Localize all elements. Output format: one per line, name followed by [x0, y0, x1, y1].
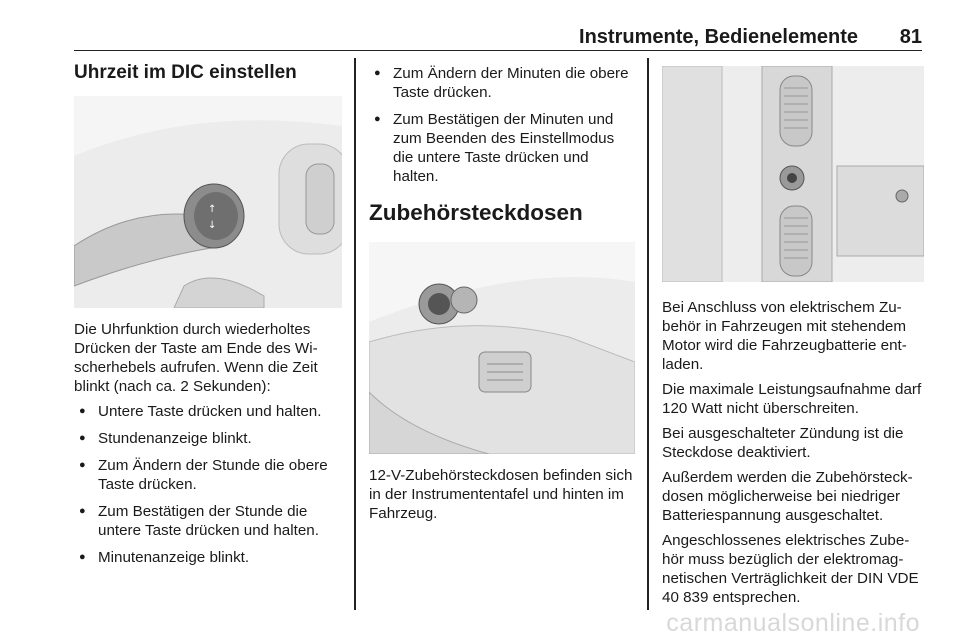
paragraph: Die maximale Leistungsaufnahme darf 120 Watt nicht überschreiten.: [662, 381, 922, 417]
page-title: Instrumente, Bedienelemente: [579, 26, 858, 48]
minute-steps-list: [369, 64, 635, 186]
wiper-lever-illustration: [74, 96, 342, 308]
column-1: [74, 58, 342, 575]
section-heading-sockets: Zubehörsteckdosen: [369, 200, 583, 225]
column-2: [369, 58, 635, 529]
list-item: ● Untere Taste drücken und halten.: [74, 402, 342, 421]
paragraph: Außerdem werden die Zubehörsteckdosen möglicherweise bei niedriger Batteriespannung ausgeschaltet.: [662, 469, 913, 524]
list-item: ● Zum Bestätigen der Stunde die untere Taste drücken und halten.: [74, 502, 342, 540]
svg-text:↓: ↓: [208, 220, 217, 231]
list-item: ● Zum Ändern der Minuten die obere Taste drücken.: [369, 64, 635, 102]
rear-socket-illustration: [662, 66, 924, 282]
column-divider: [647, 58, 649, 610]
list-item: ● Zum Ändern der Stunde die obere Taste drücken.: [74, 456, 342, 494]
paragraph: Bei ausgeschalteter Zündung ist die Steckdose deaktiviert.: [662, 425, 904, 461]
section-heading-clock: Uhrzeit im DIC einstellen: [74, 62, 297, 83]
page-header: [74, 26, 922, 51]
svg-text:↑: ↑: [208, 204, 217, 215]
list-item: ● Minutenanzeige blinkt.: [74, 548, 342, 567]
figure-rear-socket: [662, 66, 924, 282]
list-item: ● Stundenanzeige blinkt.: [74, 429, 342, 448]
paragraph: Angeschlossenes elektrisches Zubehör muss bezüglich der elektromagnetischen Verträglichkeit der DIN VDE 40 839 entsprechen.: [662, 532, 919, 606]
paragraph: Bei Anschluss von elektrischem Zubehör in Fahrzeugen mit stehendem Motor wird die Fahrzeugbatterie entladen.: [662, 299, 907, 373]
watermark: carmanualsonline.info: [666, 609, 920, 637]
clock-steps-list: [74, 402, 342, 567]
page-number: 81: [899, 26, 922, 48]
figure-power-socket: [369, 242, 635, 454]
list-item: ● Zum Bestätigen der Minuten und zum Beenden des Einstellmodus die untere Taste drücken und halten.: [369, 110, 635, 186]
column-divider: [354, 58, 356, 610]
intro-paragraph: Die Uhrfunktion durch wiederholtes Drücken der Taste am Ende des Wischerhebels aufrufen. Wenn die Zeit blinkt (nach ca. 2 Sekunden):: [74, 321, 318, 395]
figure-wiper-lever: [74, 96, 342, 308]
column-3: [662, 58, 924, 613]
power-socket-illustration: [369, 242, 635, 454]
sockets-caption: 12-V-Zubehörsteckdosen befinden sich in der Instrumententafel und hinten im Fahrzeug.: [369, 467, 633, 522]
